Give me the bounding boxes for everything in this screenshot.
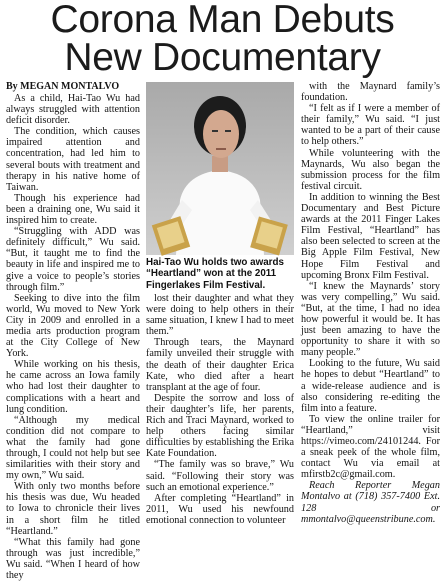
article-paragraph: Looking to the future, Wu said he hopes to debut “Heartland” to a wide-release audience and is also considering re-editing the film into a feature.: [301, 358, 440, 414]
headline-line-2: New Documentary: [64, 36, 381, 79]
article-paragraph: lost their daughter and what they were doing to help others in their same situation, I knew I had to meet them.”: [146, 293, 294, 338]
article-column-3: [301, 81, 440, 525]
article-paragraph: “Although my medical condition did not compare to what the family had gone through, I could not help but see similarities with their story and my own,” Wu said.: [6, 414, 140, 482]
article-column-2: [146, 293, 294, 526]
article-paragraph: Though his experience had been a draining one, Wu said it inspired him to create.: [6, 192, 140, 227]
article-column-1: [6, 81, 140, 581]
article-paragraph: As a child, Hai-Tao Wu had always struggled with attention deficit disorder.: [6, 93, 140, 127]
article-paragraph: “What this family had gone through was just incredible,” Wu said. “When I heard of how they: [6, 536, 140, 581]
article-paragraph: In addition to winning the Best Documentary and Best Picture awards at the 2011 Finger Lakes Film Festival, “Heartland” has also been selected to screen at the Big Apple Film Festival, New Hope Film Festival and upcoming Bronx Film Festival.: [301, 191, 440, 281]
article-paragraph: with the Maynard family’s foundation.: [301, 81, 440, 104]
article-paragraph: While working on his thesis, he came across an Iowa family who had lost their daughter to complications with a heart and lung condition.: [6, 359, 140, 415]
article-paragraph: Despite the sorrow and loss of their daughter’s life, her parents, Rich and Traci Maynard, worked to help others facing similar difficulties by establishing the Erika Kate Foundation.: [146, 392, 294, 460]
byline: By MEGAN MONTALVO: [6, 81, 120, 92]
reporter-contact-credit: Reach Reporter Megan Montalvo at (718) 357-7400 Ext. 128 or mmontalvo@queenstribune.com.: [301, 480, 440, 525]
article-paragraph: “The family was so brave,” Wu said. “Following their story was such an emotional experience.”: [146, 459, 294, 493]
article-photo: [146, 82, 294, 255]
article-paragraph: With only two months before his thesis was due, Wu headed to Iowa to chronicle their lives in a short film he titled “Heartland.”: [6, 481, 140, 537]
article-paragraph: Through tears, the Maynard family unveiled their struggle with the death of their daughter Erica Kate, who died after a heart transplant at the age of four.: [146, 337, 294, 393]
headline-line-1: Corona Man Debuts: [50, 0, 395, 41]
article-paragraph: “I knew the Maynards’ story was very compelling,” Wu said. “But, at the time, I had no idea how powerful it would be. It has just been amazing to have the opportunity to share it with so many people.”: [301, 280, 440, 359]
article-paragraph: “Struggling with ADD was definitely difficult,” Wu said. “But, it taught me to find the beauty in life and inspired me to give a voice to people’s stories through film.”: [6, 226, 140, 293]
photo-illustration: [146, 82, 294, 255]
article-paragraph: To view the online trailer for “Heartland,” visit https://vimeo.com/24101244. For a sneak peek of the whole film, contact Wu via email at mfirstb2c@gmail.com.: [301, 413, 440, 481]
article-paragraph: “I felt as if I were a member of their family,” Wu said. “I just wanted to be a part of their cause to help others.”: [301, 103, 440, 148]
photo-caption: Hai-Tao Wu holds two awards “Heartland” won at the 2011 Fingerlakes Film Festival.: [146, 257, 284, 291]
article-paragraph: While volunteering with the Maynards, Wu also began the submission process for the film festival circuit.: [301, 147, 440, 192]
article-paragraph: After completing “Heartland” in 2011, Wu used his newfound emotional connection to volunteer: [146, 492, 294, 526]
article-paragraph: Seeking to dive into the film world, Wu moved to New York City in 2009 and enrolled in a media arts production program at the City College of New York.: [6, 292, 140, 360]
article-paragraph: The condition, which causes impaired attention and concentration, had led him to several bouts with treatment and therapy in his native home of Taiwan.: [6, 126, 140, 193]
